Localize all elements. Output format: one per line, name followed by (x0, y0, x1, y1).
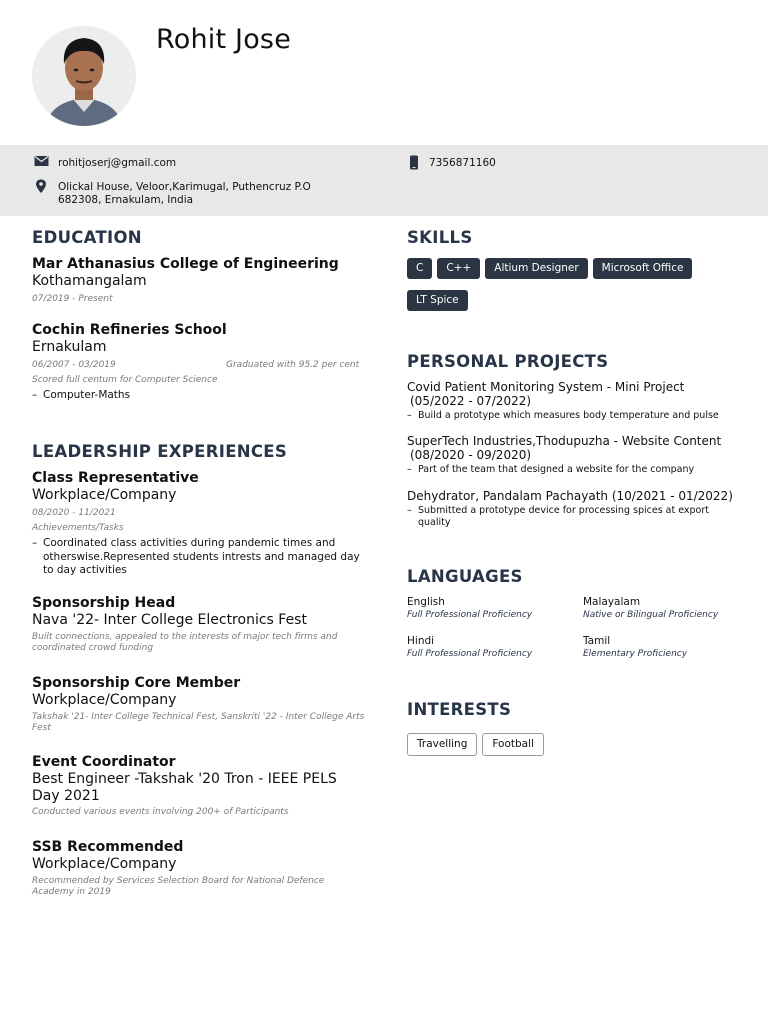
leadership-entry (32, 470, 372, 578)
interest-tag: Football (482, 733, 544, 756)
projects-heading: PERSONAL PROJECTS (407, 352, 609, 371)
education-entry (32, 322, 372, 403)
skill-tag: Microsoft Office (593, 258, 693, 279)
contact-bar (0, 145, 768, 216)
leadership-heading: LEADERSHIP EXPERIENCES (32, 442, 288, 461)
skills-list (407, 256, 737, 320)
school-location: Ernakulam (32, 339, 107, 355)
education-detail: Scored full centum for Computer Science (32, 375, 218, 385)
role-title: Sponsorship Head (32, 595, 176, 611)
skill-tag: C++ (437, 258, 480, 279)
project-bullet: – Part of the team that designed a website for the company (407, 464, 737, 476)
skills-heading: SKILLS (407, 228, 473, 247)
interests-list (407, 732, 737, 756)
project-entry (407, 489, 737, 528)
role-title: Class Representative (32, 470, 199, 486)
project-name: Covid Patient Monitoring System - Mini Project (407, 380, 685, 394)
project-name: SuperTech Industries,Thodupuzha - Website Content (407, 434, 722, 448)
school-location: Kothamangalam (32, 273, 147, 289)
language-name: Hindi (407, 635, 435, 647)
role-desc: Built connections, appealed to the interests of major tech firms and coordinated crowd funding (32, 632, 338, 653)
leadership-entry (32, 675, 372, 734)
education-dates: 06/2007 - 03/2019 (32, 360, 116, 370)
education-dates-row (32, 360, 372, 371)
role-org: Workplace/Company (32, 692, 177, 708)
envelope-icon (34, 155, 49, 171)
skill-tag: Altium Designer (485, 258, 587, 279)
language-level: Full Professional Proficiency (407, 649, 533, 659)
role-title: SSB Recommended (32, 839, 184, 855)
role-dates: 08/2020 - 11/2021 (32, 508, 116, 518)
role-title: Sponsorship Core Member (32, 675, 241, 691)
role-org: Nava '22- Inter College Electronics Fest (32, 612, 307, 628)
education-dates: 07/2019 - Present (32, 294, 113, 304)
school-name: Mar Athanasius College of Engineering (32, 256, 339, 272)
project-dates: (05/2022 - 07/2022) (410, 394, 532, 408)
language-name: English (407, 596, 445, 608)
education-grade: Graduated with 95.2 per cent (226, 360, 360, 370)
skill-tag: C (407, 258, 432, 279)
education-bullet: – Computer-Maths (32, 389, 372, 403)
candidate-name: Rohit Jose (156, 24, 292, 55)
role-title: Event Coordinator (32, 754, 176, 770)
skill-tag: LT Spice (407, 290, 468, 311)
role-org: Workplace/Company (32, 487, 177, 503)
phone-icon (408, 155, 420, 174)
phone-number: 7356871160 (429, 157, 496, 169)
language-item (583, 635, 753, 660)
project-entry (407, 434, 737, 476)
interest-tag: Travelling (407, 733, 477, 756)
languages-heading: LANGUAGES (407, 567, 523, 586)
role-org: Workplace/Company (32, 856, 177, 872)
education-entry (32, 256, 372, 305)
role-desc: Takshak '21- Inter College Technical Fest, Sanskriti '22 - Inter College Arts Fest (32, 712, 365, 733)
project-name: Dehydrator, Pandalam Pachayath (10/2021 - 01/2022) (407, 489, 733, 503)
education-heading: EDUCATION (32, 228, 142, 247)
language-name: Malayalam (583, 596, 641, 608)
language-item (407, 596, 577, 621)
language-level: Full Professional Proficiency (407, 610, 533, 620)
language-level: Elementary Proficiency (583, 649, 688, 659)
role-org: Best Engineer -Takshak '20 Tron - IEEE PELS Day 2021 (32, 771, 337, 804)
language-level: Native or Bilingual Proficiency (583, 610, 719, 620)
project-entry (407, 380, 737, 422)
address-line-2: 682308, Ernakulam, India (58, 194, 194, 206)
interests-heading: INTERESTS (407, 700, 512, 719)
profile-photo (32, 26, 136, 126)
role-desc: Recommended by Services Selection Board for National Defence Academy in 2019 (32, 876, 325, 897)
avatar-illustration (32, 26, 136, 126)
leadership-entry (32, 754, 372, 818)
address-line-1: Olickal House, Veloor,Karimugal, Puthencruz P.O (58, 181, 311, 193)
school-name: Cochin Refineries School (32, 322, 227, 338)
project-bullet: – Build a prototype which measures body temperature and pulse (407, 410, 737, 422)
project-dates: (08/2020 - 09/2020) (410, 448, 532, 462)
language-name: Tamil (583, 635, 611, 647)
role-label: Achievements/Tasks (32, 523, 124, 533)
leadership-entry (32, 839, 372, 898)
leadership-entry (32, 595, 372, 654)
location-pin-icon (34, 179, 48, 198)
role-desc: Conducted various events involving 200+ of Participants (32, 807, 289, 817)
language-item (583, 596, 753, 621)
project-bullet: – Submitted a prototype device for processing spices at export quality (407, 505, 728, 528)
role-bullet: – Coordinated class activities during pandemic times and otherswise.Represented students intrests and managed day to day activities (32, 537, 368, 578)
language-item (407, 635, 577, 660)
email-link[interactable]: rohitjoserj@gmail.com (58, 157, 177, 169)
